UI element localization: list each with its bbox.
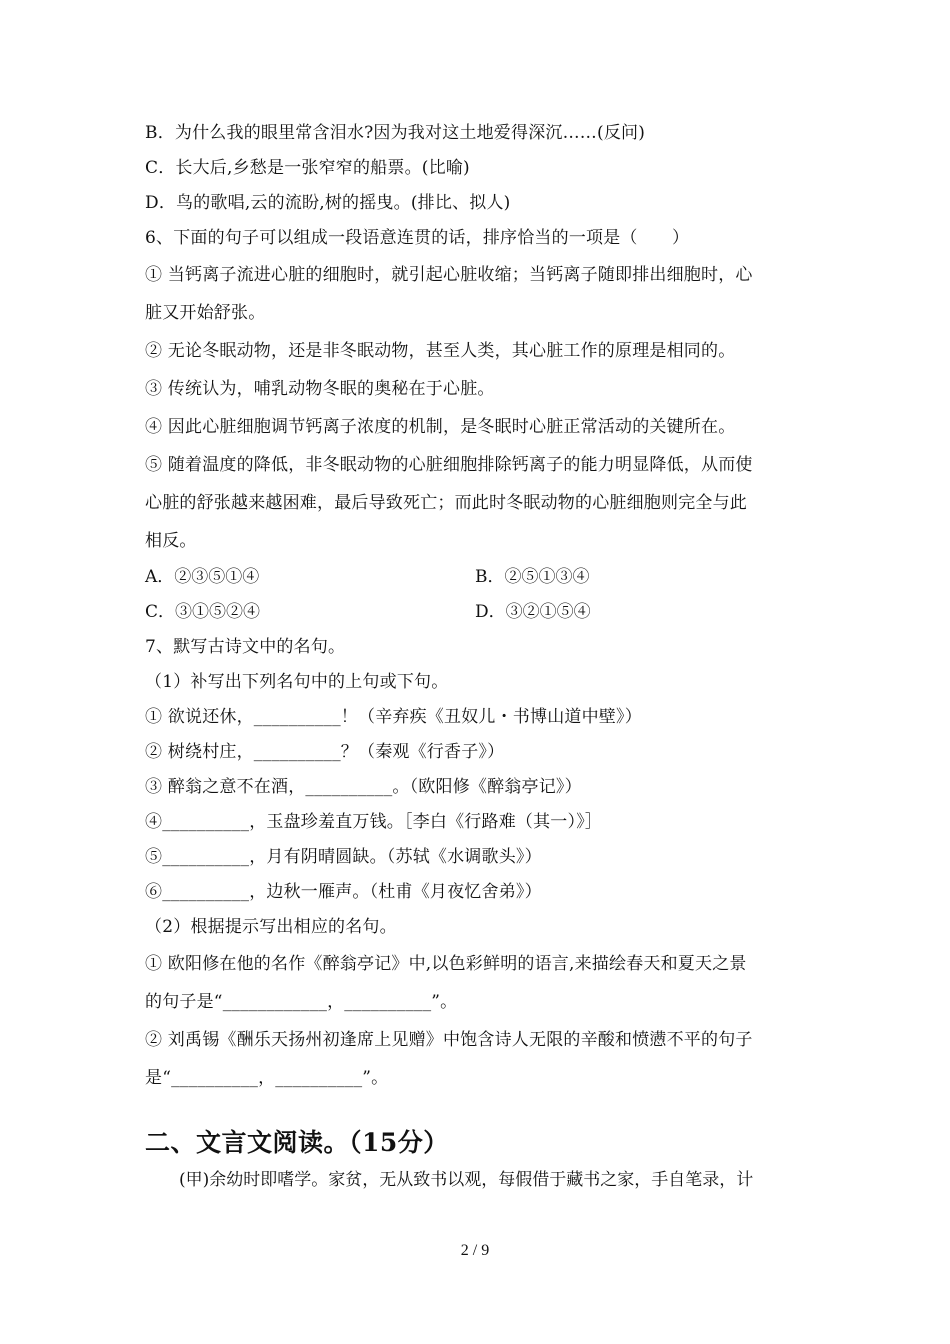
q6-option-d: D．③②①⑤④ xyxy=(475,602,591,622)
q6-stem: 6、下面的句子可以组成一段语意连贯的话，排序恰当的一项是（ ） xyxy=(145,228,690,248)
q7-part2-line-1: ① 欧阳修在他的名作《醉翁亭记》中,以色彩鲜明的语言,来描绘春天和夏天之景 xyxy=(145,954,747,974)
q7-part1-title: （1）补写出下列名句中的上句或下句。 xyxy=(145,672,449,692)
q6-sentence-1a: ① 当钙离子流进心脏的细胞时，就引起心脏收缩；当钙离子随即排出细胞时，心 xyxy=(145,265,753,285)
q6-sentence-2: ② 无论冬眠动物，还是非冬眠动物，甚至人类，其心脏工作的原理是相同的。 xyxy=(145,341,736,361)
q7-part1-item-5: ⑤__________，月有阴晴圆缺。（苏轼《水调歌头》） xyxy=(145,847,542,867)
q7-part2-line-2: 的句子是“____________，__________”。 xyxy=(145,992,458,1012)
q7-part1-item-3: ③ 醉翁之意不在酒，__________。（欧阳修《醉翁亭记》） xyxy=(145,777,582,797)
section-2-title: 二、文言文阅读。（15分） xyxy=(145,1128,449,1157)
page-number: 2 / 9 xyxy=(460,1242,490,1259)
q5-option-c: C．长大后,乡愁是一张窄窄的船票。(比喻) xyxy=(145,158,470,178)
q6-sentence-1b: 脏又开始舒张。 xyxy=(145,303,266,323)
q6-option-a: A．②③⑤①④ xyxy=(145,567,260,587)
q6-sentence-4: ④ 因此心脏细胞调节钙离子浓度的机制，是冬眠时心脏正常活动的关键所在。 xyxy=(145,417,736,437)
q7-part1-item-1: ① 欲说还休，__________！（辛弃疾《丑奴儿・书博山道中壁》） xyxy=(145,707,642,727)
q7-stem: 7、默写古诗文中的名句。 xyxy=(145,637,346,657)
q6-sentence-5b: 心脏的舒张越来越困难，最后导致死亡；而此时冬眠动物的心脏细胞则完全与此 xyxy=(145,493,747,513)
q7-part2-title: （2）根据提示写出相应的名句。 xyxy=(145,917,397,937)
q6-option-b: B．②⑤①③④ xyxy=(475,567,590,587)
q6-sentence-5a: ⑤ 随着温度的降低，非冬眠动物的心脏细胞排除钙离子的能力明显降低，从而使 xyxy=(145,455,753,475)
section-2-paragraph: (甲)余幼时即嗜学。家贫，无从致书以观，每假借于藏书之家，手自笔录，计 xyxy=(179,1170,754,1190)
q7-part2-line-4: 是“__________，__________”。 xyxy=(145,1068,389,1088)
q6-options-row-2 xyxy=(145,595,813,630)
q6-sentence-5c: 相反。 xyxy=(145,531,197,551)
q6-option-c: C．③①⑤②④ xyxy=(145,602,261,622)
q5-option-d: D．鸟的歌唱,云的流盼,树的摇曳。(排比、拟人) xyxy=(145,193,511,213)
q7-part1-item-2: ② 树绕村庄，__________？（秦观《行香子》） xyxy=(145,742,505,762)
q7-part1-item-4: ④__________，玉盘珍羞直万钱。［李白《行路难（其一）》］ xyxy=(145,812,603,832)
q7-part2-line-3: ② 刘禹锡《酬乐天扬州初逢席上见赠》中饱含诗人无限的辛酸和愤懑不平的句子 xyxy=(145,1030,753,1050)
question-content xyxy=(145,116,813,1097)
q7-part1-item-6: ⑥__________，边秋一雁声。（杜甫《月夜忆舍弟》） xyxy=(145,882,542,902)
q6-sentence-3: ③ 传统认为，哺乳动物冬眠的奥秘在于心脏。 xyxy=(145,379,495,399)
q5-option-b: B．为什么我的眼里常含泪水?因为我对这土地爱得深沉……(反问) xyxy=(145,123,646,143)
q6-options-row-1 xyxy=(145,560,813,595)
